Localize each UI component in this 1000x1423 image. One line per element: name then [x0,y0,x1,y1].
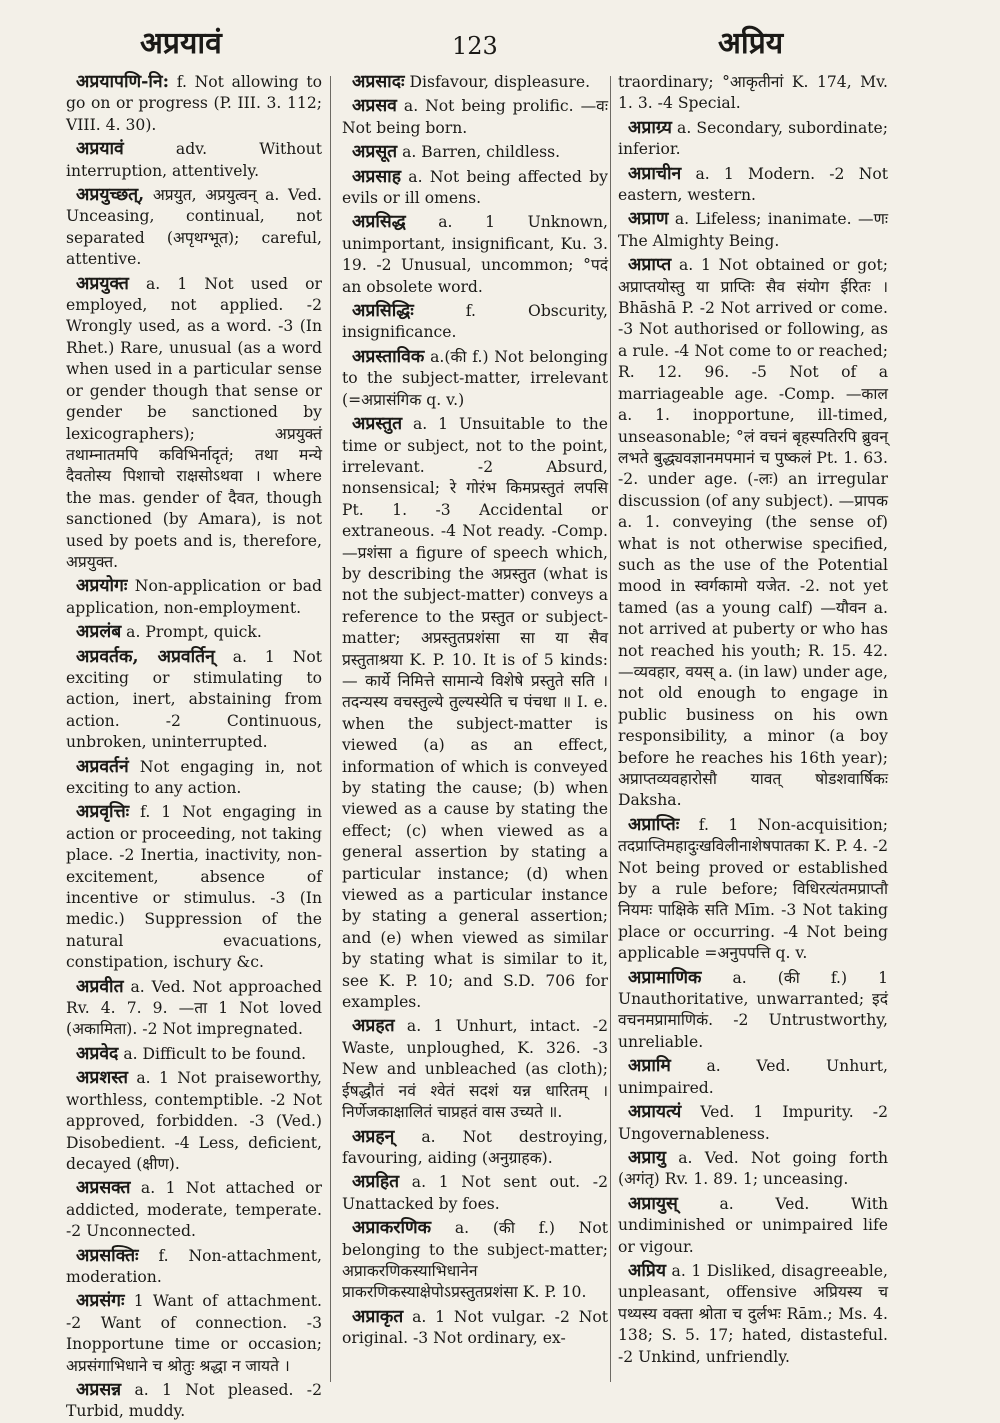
entry-definition: f. Obscurity, insignificance. [342,302,608,342]
entry-headword: अप्रस्तुत [352,414,403,435]
entry-definition: a. 1 Not used or employed, not applied. -2 Wrongly used, as a word. -3 (In Rhet.) Rare, unusual (as a word when used in a particular sense or gender though that sense or gender be sanctioned by lexicographers); अप्रयुक्तं तथाम्नातमपि कविभिर्नादृतं; तथा मन्ये दैवतोस्य पिशाचो राक्षसोऽथवा । where the mas. gender of दैवत, though sanctioned (by Amara), is not used by poets and is, therefore, अप्रयुक्त. [66,274,322,571]
dictionary-entry [342,212,608,298]
entry-headword: अप्रसक्तिः [76,1245,139,1266]
entry-definition: traordinary; °आकृतीनां K. 174, Mv. 1. 3. -4 Special. [618,73,888,113]
dictionary-entry [66,185,322,271]
entry-headword: अप्रसिद्ध [352,212,406,233]
dictionary-entry [66,72,322,136]
dictionary-entry [66,622,322,643]
entry-definition: Not engaging in, not exciting to any action. [66,757,322,797]
dictionary-entry [66,977,322,1041]
entry-definition: a. Ved. Not going forth (अगंतृ) Rv. 1. 89. 1; unceasing. [618,1148,888,1189]
entry-definition: a. 1 Not pleased. -2 Turbid, muddy. [66,1380,322,1421]
entry-definition: f. 1 Non-acquisition; तदप्राप्तिमहादुःखविलीनाशेषपातका K. P. 4. -2 Not being proved or established by a rule before; विधिरत्यंतमप्राप्तौ नियमः पाक्षिके सति Mīm. -3 Not taking place or occurring. -4 Not being applicable =अनुपपत्ति q. v. [618,815,888,963]
entry-definition: Non-application or bad application, non-employment. [66,577,322,617]
entry-definition: a. 1 Not praiseworthy, worthless, contemptible. -2 Not approved, forbidden. -3 (Ved.) Disobedient. -4 Less, deficient, decayed (क्षीण). [66,1069,322,1173]
dictionary-entry [66,1246,322,1289]
entry-definition: a. Prompt, quick. [121,623,262,642]
entry-definition: adv. Without interruption, attentively. [66,140,322,180]
entry-definition: f. Not allowing to go on or progress (P. III. 3. 112; VIII. 4. 30). [66,73,322,134]
entry-headword: अप्रसादः [352,72,405,92]
entry-headword: अप्रायुस् [628,1193,678,1214]
entry-headword: अप्रशस्त [76,1068,129,1089]
entry-definition: a. 1 Modern. -2 Not eastern, western. [618,164,888,205]
entry-definition: a. Not destroying, favouring, aiding (अनुग्राहक). [342,1127,608,1167]
dictionary-entry [66,1068,322,1175]
entry-headword: अप्रहित [352,1172,400,1193]
entry-definition: a.(की f.) Not belonging to the subject-matter, irrelevant (=अप्रासंगिक q. v.) [342,347,608,409]
dictionary-entry [66,757,322,800]
dictionary-entry [66,274,322,574]
entry-headword: अप्राण [628,209,669,230]
entry-definition: a. Not being prolific. —वः Not being born. [342,97,608,137]
entry-headword: अप्रयावं [76,139,124,160]
dictionary-entry [618,72,888,115]
dictionary-entry [66,576,322,619]
header-last-word: अप्रिय [718,26,784,61]
entry-headword: अप्रिय [628,1260,667,1281]
page-number: 123 [452,32,498,60]
entry-definition: a. 1 Unsuitable to the time or subject, not to the point, irrelevant. -2 Absurd, nonsensical; रे गोरंभ किमप्रस्तुतं लपसि Pt. 1. -3 Accidental or extraneous. -4 Not ready. -Comp. —प्रशंसा a figure of speech which, by describing the अप्रस्तुत (what is not the subject-matter) conveys a reference to the प्रस्तुत or subject-matter; अप्रस्तुतप्रशंसा सा या सैव प्रस्तुताश्रया K. P. 10. It is of 5 kinds:— कार्ये निमित्ते सामान्ये विशेषे प्रस्तुते सति । तदन्यस्य वचस्तुल्ये तुल्यस्येति च पंचधा ॥ I. e. when the subject-matter is viewed (a) as an effect, information of which is conveyed by stating the cause; (b) when viewed as a cause by stating the effect; (c) when viewed as a general assertion by stating a particular instance; (d) when viewed as a particular instance by stating a general assertion; and (e) when viewed as similar by stating what is similar to it, see K. P. 10; and S.D. 706 for examples. [342,415,608,1012]
dictionary-entry [342,1016,608,1123]
entry-definition: 1 Want of attachment. -2 Want of connection. -3 Inopportune time or occasion; अप्रसंगाभिधाने च श्रोतुः श्रद्धा न जायते । [66,1292,322,1375]
column-divider [610,76,611,1382]
entry-definition: a. 1 Not obtained or got; अप्राप्तयोस्तु या प्राप्तिः सैव संयोग ईरितः । Bhāshā P. -2 Not arrived or come. -3 Not authorised or following, as a rule. -4 Not come to or reached; R. 12. 96. -5 Not of a marriageable age. -Comp. —काल a. 1. inopportune, ill-timed, unseasonable; °लं वचनं बृहस्पतिरपि ब्रुवन् लभते बुद्ध्यवज्ञानमपमानं च पुष्कलं Pt. 1. 63. -2. under age. (-लः) an irregular discussion (of any subject). —प्रापक a. 1. conveying (the sense of) what is not otherwise specified, such as the use of the Potential mood in स्वर्गकामो यजेत. -2. not yet tamed (as a young calf) —यौवन a. not arrived at puberty or who has not reached his youth; R. 15. 42. —व्यवहार, वयस् a. (in law) under age, not old enough to engage in public business on his own responsibility, a minor (a boy before he reaches his 16th year); अप्राप्तव्यवहारोसौ यावत् षोडशवार्षिकः Daksha. [618,256,888,810]
entry-definition: a. Secondary, subordinate; inferior. [618,118,888,159]
entry-definition: a. Lifeless; inanimate. —णः The Almighty Being. [618,210,888,250]
entry-headword: अप्रलंब [76,622,122,643]
entry-definition: a. (की f.) 1 Unauthoritative, unwarranted; इदं वचनमप्रामाणिकं. -2 Untrustworthy, unreliable. [618,968,888,1051]
entry-definition: अप्रयुत, अप्रयुत्वन् a. Ved. Unceasing, continual, not separated (अपृथग्भूत); careful, attentive. [66,186,322,269]
entry-headword: अप्रयापणि-नि: [76,72,170,92]
dictionary-entry [618,968,888,1054]
dictionary-entry [618,209,888,252]
entry-headword: अप्राचीन [628,163,682,184]
dictionary-entry [342,301,608,344]
entry-headword: अप्रायत्यं [628,1102,682,1123]
entry-headword: अप्राप्त [628,255,672,276]
dictionary-entry [618,118,888,161]
entry-definition: Disfavour, displeasure. [404,73,591,91]
dictionary-entry [66,1178,322,1242]
entry-definition: a. 1 Not exciting or stimulating to action, inert, abstaining from action. -2 Continuous, unbroken, uninterrupted. [66,647,322,752]
entry-headword: अप्रायु [628,1147,667,1168]
entry-headword: अप्रसक्त [76,1178,131,1199]
dictionary-entry [66,139,322,182]
dictionary-entry [342,72,608,93]
dictionary-entry [66,1291,322,1377]
dictionary-entry [66,1380,322,1423]
column-middle [342,72,608,1384]
entry-definition: a. Not being affected by evils or ill omens. [342,167,608,208]
dictionary-entry [618,1261,888,1368]
entry-headword: अप्राप्तिः [628,814,680,835]
dictionary-entry [618,164,888,207]
dictionary-entry [66,647,322,754]
column-right [618,72,888,1384]
dictionary-entry [618,1102,888,1145]
entry-headword: अप्रवेद [76,1043,119,1064]
entry-headword: अप्रहन् [352,1126,395,1147]
entry-headword: अप्रयुक्त [76,273,129,294]
dictionary-entry [618,815,888,965]
header-first-word: अप्रयावं [140,26,222,61]
page-header [0,22,1000,66]
entry-headword: अप्राकृत [352,1306,404,1327]
entry-headword: अप्रसंगः [76,1291,125,1312]
dictionary-entry [342,347,608,411]
entry-headword: अप्राकरणिक [352,1218,432,1239]
entry-definition: a. Difficult to be found. [118,1044,307,1063]
entry-definition: f. Non-attachment, moderation. [66,1246,322,1286]
dictionary-entry [342,1218,608,1304]
entry-headword: अप्रामि [628,1056,671,1077]
dictionary-entry [342,96,608,139]
entry-headword: अप्रयोगः [76,576,128,597]
dictionary-entry [66,1044,322,1065]
entry-headword: अप्रवर्तनं [76,756,129,777]
entry-headword: अप्रवीत [76,976,124,997]
entry-headword: अप्रसूत [352,142,398,163]
entry-definition: a. 1 Disliked, disagreeable, unpleasant, offensive अप्रियस्य च पथ्यस्य वक्ता श्रोता च दुर्लभः Rām.; Ms. 4. 138; S. 5. 17; hated, distasteful. -2 Unkind, unfriendly. [618,1261,888,1366]
dictionary-entry [618,255,888,812]
dictionary-entry [618,1056,888,1099]
entry-definition: a. Ved. With undiminished or unimpaired life or vigour. [618,1194,888,1256]
entry-headword: अप्रयुच्छत्, [76,185,145,206]
entry-headword: अप्रसाह [352,166,401,187]
column-left [66,72,322,1421]
dictionary-entry [342,1172,608,1215]
entry-headword: अप्रसन्न [76,1379,122,1400]
dictionary-entry [618,1148,888,1191]
entry-headword: अप्रवृत्तिः [76,802,130,823]
column-divider [330,76,331,1382]
dictionary-entry [342,142,608,163]
entry-headword: अप्रामाणिक [628,967,702,988]
dictionary-entry [342,1307,608,1350]
entry-definition: a. (की f.) Not belonging to the subject-matter; अप्राकरणिकस्याभिधानेन प्राकरणिकस्याक्षेपोऽप्रस्तुतप्रशंसा K. P. 10. [342,1219,608,1302]
dictionary-entry [618,1194,888,1258]
entry-definition: a. Ved. Not approached Rv. 4. 7. 9. —ता 1 Not loved (अकामिता). -2 Not impregnated. [66,977,322,1039]
entry-definition: a. Barren, childless. [397,143,561,162]
entry-definition: a. Ved. Unhurt, unimpaired. [618,1057,888,1097]
entry-headword: अप्रहत [352,1016,395,1037]
entry-definition: Ved. 1 Impurity. -2 Ungovernableness. [618,1103,888,1143]
entry-definition: a. 1 Not sent out. -2 Unattacked by foes. [342,1173,608,1213]
dictionary-entry [342,1127,608,1170]
entry-headword: अप्रस्ताविक [352,346,425,367]
entry-definition: a. 1 Unhurt, intact. -2 Waste, unploughed, K. 326. -3 New and unbleached (as cloth); ईषद्धौतं नवं श्वेतं सदशं यन्न धारितम् । निर्णेजकाक्षालितं चाप्रहतं वास उच्यते ॥. [342,1017,608,1122]
entry-headword: अप्राग्र्य [628,117,672,138]
entry-definition: a. 1 Not vulgar. -2 Not original. -3 Not ordinary, ex- [342,1307,608,1348]
dictionary-entry [66,802,322,973]
entry-definition: a. 1 Unknown, unimportant, insignificant, Ku. 3. 19. -2 Unusual, uncommon; °पदं an obsolete word. [342,213,608,296]
entry-definition: f. 1 Not engaging in action or proceeding, not taking place. -2 Inertia, inactivity, non-excitement, absence of incentive or stimulus. -3 (In medic.) Suppression of the natural evacuations, constipation, ischury &c. [66,803,322,972]
entry-definition: a. 1 Not attached or addicted, moderate, temperate. -2 Unconnected. [66,1179,322,1241]
entry-headword: अप्रसव [352,96,397,117]
entry-headword: अप्रसिद्धिः [352,301,414,322]
dictionary-entry [342,167,608,210]
dictionary-entry [342,414,608,1013]
entry-headword: अप्रवर्तक, अप्रवर्तिन् [76,646,215,667]
